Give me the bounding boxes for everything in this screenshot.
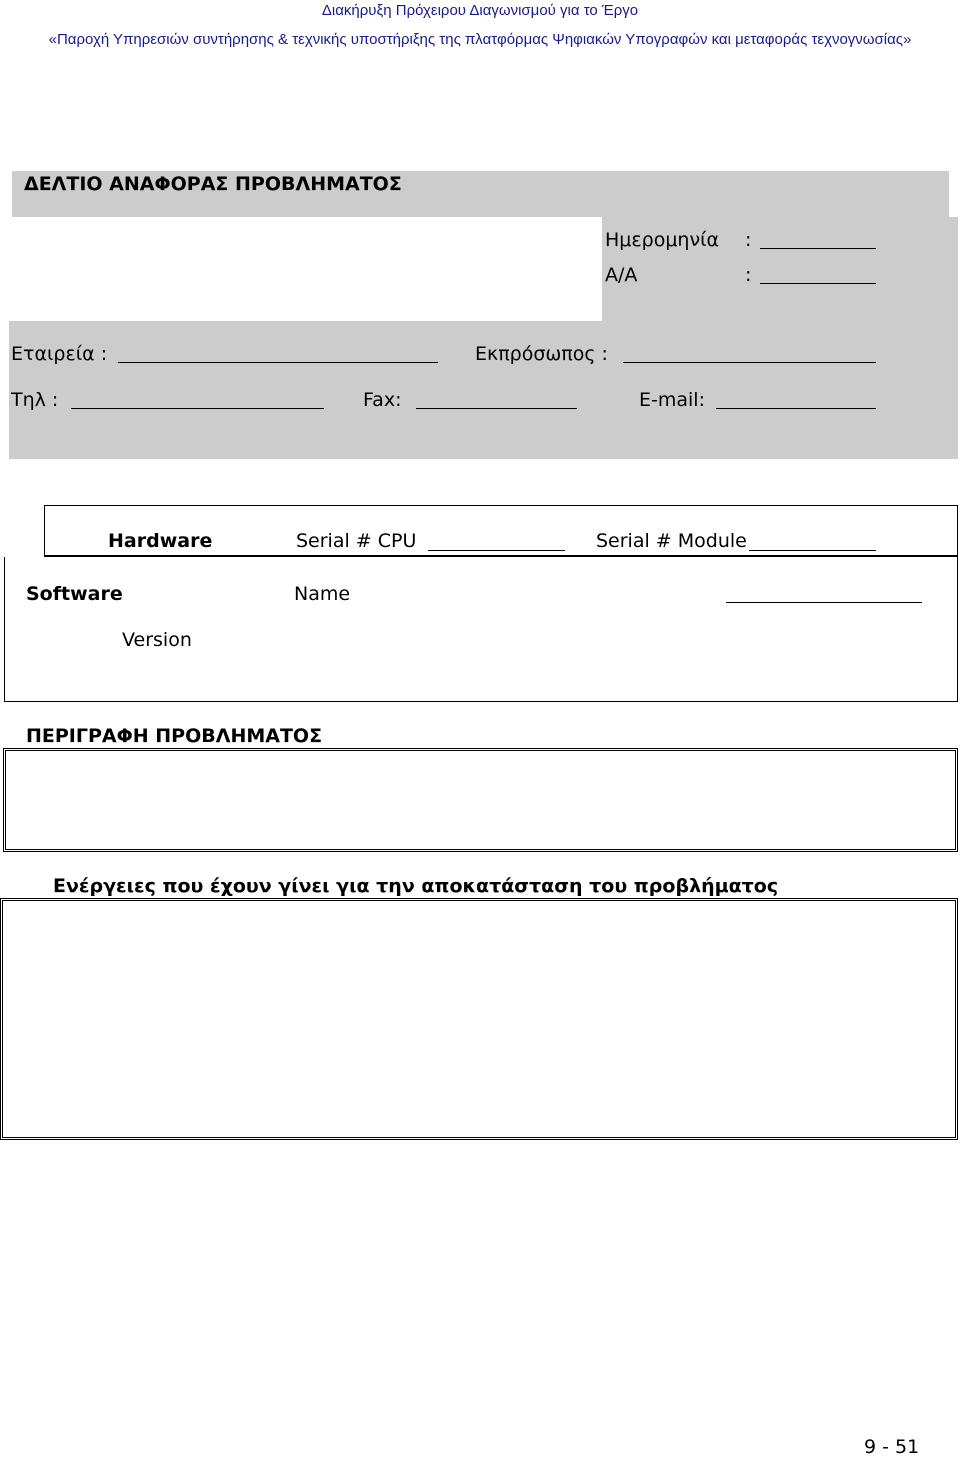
fax-field[interactable] [416, 408, 577, 409]
actions-textarea[interactable] [0, 898, 958, 1140]
date-field[interactable] [760, 248, 876, 249]
date-colon: : [745, 229, 752, 251]
phone-label: Τηλ : [11, 389, 59, 411]
serial-cpu-field[interactable] [428, 550, 565, 551]
description-textarea[interactable] [3, 748, 958, 852]
software-version-label: Version [122, 629, 192, 651]
page-number: 9 - 51 [864, 1436, 920, 1458]
hardware-label: Hardware [108, 530, 213, 552]
representative-label: Εκπρόσωπος : [475, 343, 608, 365]
serial-module-label: Serial # Module [596, 530, 747, 552]
software-name-label: Name [294, 583, 351, 605]
software-label: Software [26, 583, 123, 605]
representative-field[interactable] [623, 362, 876, 363]
software-name-field[interactable] [726, 602, 922, 603]
email-label: E-mail: [639, 389, 705, 411]
actions-heading: Ενέργειες που έχουν γίνει για την αποκατάσταση του προβλήματος [53, 875, 779, 897]
aa-colon: : [745, 264, 752, 286]
serial-module-field[interactable] [749, 550, 876, 551]
company-field[interactable] [118, 362, 438, 363]
company-contact-block [9, 321, 958, 459]
document-header-subtitle: «Παροχή Υπηρεσιών συντήρησης & τεχνικής υποστήριξης της πλατφόρμας Ψηφιακών Υπογραφών και μεταφοράς τεχνογνωσίας» [48, 31, 912, 48]
aa-field[interactable] [760, 283, 876, 284]
description-heading: ΠΕΡΙΓΡΑΦΗ ΠΡΟΒΛΗΜΑΤΟΣ [26, 725, 323, 747]
fax-label: Fax: [363, 389, 402, 411]
date-label: Ημερομηνία [605, 229, 720, 251]
form-title: ΔΕΛΤΙΟ ΑΝΑΦΟΡΑΣ ΠΡΟΒΛΗΜΑΤΟΣ [24, 173, 402, 195]
document-header-title: Διακήρυξη Πρόχειρου Διαγωνισμού για το Έργο [321, 2, 639, 19]
aa-label: Α/Α [605, 264, 638, 286]
phone-field[interactable] [71, 408, 324, 409]
company-label: Εταιρεία : [11, 343, 108, 365]
serial-cpu-label: Serial # CPU [296, 530, 417, 552]
email-field[interactable] [716, 408, 876, 409]
